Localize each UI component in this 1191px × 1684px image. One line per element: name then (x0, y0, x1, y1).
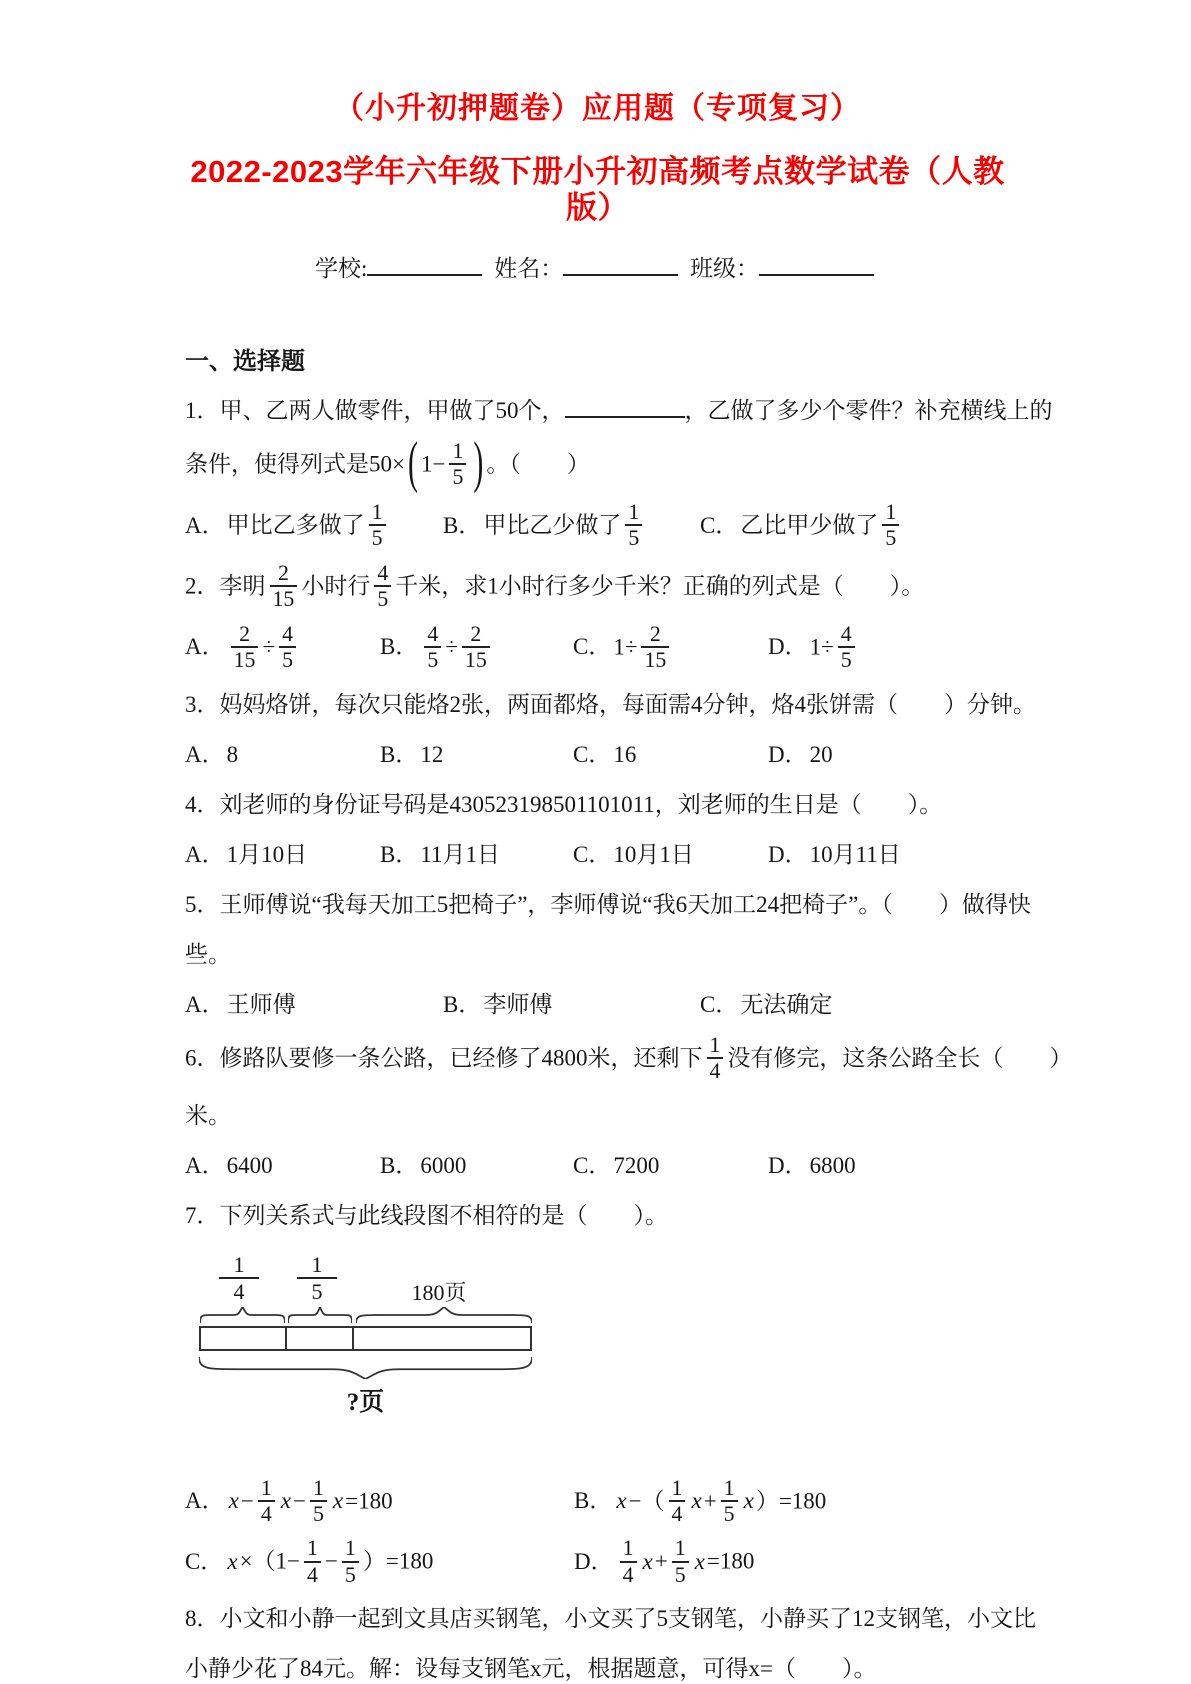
text-run: 5．王师傅说“我每天加工5把椅子”，李师傅说“我6天加工24把椅子”。（ ）做得快 (185, 891, 1031, 917)
option-label: B． (443, 991, 482, 1017)
fraction-denominator: 4 (219, 1277, 259, 1305)
fraction (641, 622, 669, 673)
math-variable: x (332, 1488, 344, 1514)
text-run: 7200 (613, 1152, 660, 1178)
math-variable: x (642, 1549, 653, 1575)
fraction-denominator: 4 (707, 1057, 724, 1083)
fraction-denominator: 4 (258, 1500, 275, 1526)
question-5 (185, 885, 1031, 1025)
option-label: B． (443, 512, 482, 538)
fraction-numerator: 1 (344, 1536, 356, 1561)
options-row (185, 735, 1010, 775)
fraction-numerator: 1 (671, 1475, 683, 1500)
line-segment-diagram (199, 1252, 539, 1468)
fraction-numerator: 4 (840, 621, 852, 646)
math-variable: x (743, 1488, 754, 1514)
text-run: 千米，求1小时行多少千米？正确的列式是（ ）。 (395, 573, 925, 599)
fraction (449, 439, 466, 490)
text-run: 小时行 (301, 573, 371, 599)
text-run: =180 (345, 1488, 393, 1514)
diagram-total-label: ?页 (346, 1388, 385, 1416)
question-3 (185, 685, 1036, 775)
diagram-pages-label: 180页 (411, 1279, 467, 1305)
math-variable: x (694, 1549, 705, 1575)
option-B (574, 1475, 1010, 1529)
segment-bar (199, 1326, 532, 1351)
fraction-denominator: 5 (369, 524, 386, 550)
text-run: ÷ (445, 634, 458, 660)
option-C (573, 735, 768, 775)
option-label: C． (573, 741, 612, 767)
text-run: − (292, 1488, 306, 1514)
text-run: 6．修路队要修一条公路，已经修了4800米，还剩下 (185, 1045, 703, 1071)
options-row (185, 621, 1010, 675)
option-label: B． (380, 1152, 419, 1178)
text-run: 8 (226, 741, 239, 767)
text-run: 7．下列关系式与此线段图不相符的是（ ）。 (185, 1202, 668, 1228)
fraction-denominator: 15 (462, 646, 490, 672)
fraction-numerator: 1 (628, 499, 640, 524)
math-variable: x (616, 1488, 627, 1514)
option-A (185, 1475, 574, 1529)
option-label: D． (574, 1549, 614, 1575)
fraction-denominator: 4 (304, 1561, 321, 1587)
fraction-denominator: 4 (620, 1561, 637, 1587)
option-D (574, 1538, 1010, 1589)
text-run: 20 (809, 741, 833, 767)
text-run: 16 (613, 741, 637, 767)
fraction (424, 622, 441, 673)
option-label: D． (768, 741, 808, 767)
text-run: 无法确定 (740, 991, 833, 1017)
fraction-numerator: 1 (885, 499, 897, 524)
text-run: 米。 (185, 1102, 231, 1128)
fraction (310, 1476, 327, 1527)
option-label: A． (185, 841, 225, 867)
fraction-denominator: 4 (669, 1500, 686, 1526)
fraction (374, 561, 391, 612)
fraction-denominator: 5 (721, 1500, 738, 1526)
fraction (304, 1536, 321, 1587)
fraction-numerator: 2 (239, 621, 250, 646)
question-text-line (185, 1599, 1036, 1639)
text-run: 4．刘老师的身份证号码是430523198501101011，刘老师的生日是（ ）。 (185, 791, 943, 817)
math-variable: x (691, 1488, 702, 1514)
option-A (185, 985, 443, 1025)
question-text-line (185, 560, 1010, 614)
fraction-denominator: 5 (297, 1277, 337, 1305)
text-run: 没有修完，这条公路全长（ ） (727, 1045, 1073, 1071)
fraction (669, 1476, 686, 1527)
question-1 (185, 391, 1053, 553)
fraction (625, 500, 642, 551)
class-blank-field (759, 251, 874, 276)
fraction (838, 622, 855, 673)
question-text-line (185, 432, 1010, 495)
text-run: 小静少花了84元。解：设每支钢笔x元，根据题意，可得x=（ ）。 (185, 1656, 877, 1682)
fraction-numerator: 2 (277, 560, 289, 585)
option-label: B． (380, 841, 419, 867)
text-run: 10月1日 (613, 841, 694, 867)
option-A (185, 835, 380, 875)
fraction (672, 1536, 689, 1587)
option-label: A． (185, 991, 225, 1017)
option-label: B． (380, 634, 419, 660)
school-blank-field (367, 251, 482, 276)
text-run: 李师傅 (483, 991, 553, 1017)
text-run: 8．小文和小静一起到文具店买钢笔，小文买了5支钢笔，小静买了12支钢笔，小文比 (185, 1606, 1036, 1632)
fraction-denominator: 5 (424, 646, 441, 672)
text-run: 1．甲、乙两人做零件，甲做了50个， (185, 398, 565, 423)
option-C (700, 499, 1010, 553)
text-run: 3．妈妈烙饼，每次只能烙2张，两面都烙，每面需4分钟，烙4张饼需（ ）分钟。 (185, 691, 1036, 717)
text-run: 6000 (420, 1152, 467, 1178)
fraction (882, 500, 899, 551)
fraction-denominator: 5 (342, 1561, 359, 1587)
fraction (258, 1476, 275, 1527)
segment-divider (352, 1328, 354, 1349)
option-B (380, 621, 573, 675)
text-run: 10月11日 (809, 841, 901, 867)
question-4 (185, 785, 1010, 875)
text-run: ）=180 (362, 1549, 434, 1575)
text-run: 6800 (809, 1152, 856, 1178)
text-run: −（ (628, 1488, 665, 1514)
text-run: 1月10日 (226, 841, 308, 867)
top-brace-icon (356, 1307, 532, 1323)
fraction-denominator: 5 (672, 1561, 689, 1587)
page-subtitle: 2022-2023学年六年级下册小升初高频考点数学试卷（人教版） (190, 154, 1005, 225)
text-run: 1÷ (809, 634, 834, 660)
question-7 (185, 1196, 1010, 1590)
option-D (768, 621, 1010, 675)
fraction-denominator: 5 (882, 524, 899, 550)
school-name-class-line (185, 250, 1010, 283)
options-row (185, 499, 1010, 553)
questions-list (185, 391, 1073, 1684)
option-label: C． (573, 841, 612, 867)
text-run: + (703, 1488, 717, 1514)
text-run: ，乙做了多少个零件？补充横线上的 (684, 398, 1053, 423)
question-2 (185, 560, 1010, 675)
school-label: 学校: (315, 256, 368, 281)
option-A (185, 1146, 380, 1186)
options-row (185, 1475, 1010, 1529)
fraction-numerator: 1 (233, 1251, 245, 1277)
option-label: A． (185, 1488, 225, 1514)
option-A (185, 735, 380, 775)
fraction-numerator: 4 (427, 621, 439, 646)
text-run: ÷ (262, 634, 276, 660)
text-run: ）=180 (755, 1488, 827, 1514)
fraction-denominator: 15 (641, 646, 669, 672)
fraction-numerator: 4 (282, 621, 294, 646)
option-label: D． (768, 841, 808, 867)
question-text-line (185, 1032, 1073, 1086)
class-label: 班级： (689, 256, 759, 281)
fraction-numerator: 4 (377, 560, 389, 585)
option-label: B． (380, 741, 419, 767)
options-row (185, 985, 1010, 1025)
text-run: 甲比乙多做了 (226, 512, 365, 538)
fraction (270, 561, 298, 612)
text-run: + (654, 1549, 668, 1575)
name-blank-field (563, 251, 678, 276)
fraction (279, 622, 296, 673)
bottom-brace-icon (199, 1357, 532, 1379)
text-run: 甲比乙少做了 (483, 512, 622, 538)
options-row (185, 1538, 1010, 1589)
fraction (620, 1536, 637, 1587)
name-label: 姓名： (494, 256, 564, 281)
fraction (721, 1476, 738, 1527)
option-B (443, 985, 700, 1025)
fraction-numerator: 1 (452, 439, 464, 463)
text-run: 2．李明 (185, 573, 266, 599)
option-label: A． (185, 1152, 225, 1178)
top-brace-icon (288, 1307, 352, 1323)
text-run: 1− (420, 451, 446, 477)
fraction-numerator: 2 (649, 621, 661, 646)
math-variable: x (280, 1488, 291, 1514)
math-variable: x (227, 1549, 238, 1575)
text-run: 。（ ） (486, 451, 590, 477)
question-text-line (185, 1649, 1010, 1684)
fraction-denominator: 5 (838, 646, 855, 672)
big-parenthesis: ) (473, 432, 484, 495)
option-B (380, 735, 573, 775)
top-brace-icon (200, 1307, 285, 1323)
option-A (185, 499, 443, 553)
option-label: C． (573, 634, 612, 660)
fraction-numerator: 1 (723, 1475, 735, 1500)
option-B (380, 835, 573, 875)
text-run: 条件，使得列式是50× (185, 451, 405, 477)
diagram-fraction-one-fifth (297, 1252, 337, 1306)
option-label: A． (185, 741, 225, 767)
fraction-numerator: 1 (312, 1475, 324, 1500)
option-A (185, 621, 380, 675)
fraction-numerator: 1 (674, 1536, 686, 1561)
fraction-denominator: 5 (625, 524, 642, 550)
question-text-line (185, 391, 1053, 431)
fraction (369, 500, 386, 551)
question-6 (185, 1032, 1073, 1186)
option-C (700, 985, 1010, 1025)
fraction-denominator: 5 (449, 463, 466, 489)
option-label: C． (700, 991, 739, 1017)
fraction-denominator: 5 (374, 585, 391, 611)
text-run: 11月1日 (420, 841, 500, 867)
fraction (707, 1033, 724, 1084)
option-B (380, 1146, 573, 1186)
question-text-line (185, 885, 1031, 925)
fraction-numerator: 1 (307, 1536, 318, 1561)
option-label: B． (574, 1488, 613, 1514)
fraction-numerator: 1 (709, 1032, 721, 1057)
fraction-numerator: 1 (622, 1536, 634, 1561)
option-label: C． (573, 1152, 612, 1178)
text-run: 王师傅 (226, 991, 296, 1017)
fraction (342, 1536, 359, 1587)
fraction (231, 622, 259, 673)
option-B (443, 499, 700, 553)
question-8 (185, 1599, 1036, 1684)
text-run: 6400 (226, 1152, 273, 1178)
question-text-line (185, 785, 1010, 825)
text-run: ×（1− (239, 1549, 301, 1575)
fraction-numerator: 1 (371, 499, 383, 524)
fraction-denominator: 15 (270, 585, 298, 611)
option-D (768, 735, 1010, 775)
question-text-line (185, 1096, 1010, 1136)
section-title: 一、选择题 (185, 348, 305, 375)
diagram-fraction-one-fourth (219, 1252, 259, 1306)
segment-divider (285, 1328, 287, 1349)
text-run: 些。 (185, 941, 231, 967)
text-run: =180 (706, 1549, 755, 1575)
big-parenthesis: ( (407, 432, 418, 495)
option-C (573, 835, 768, 875)
fraction-denominator: 5 (310, 1500, 327, 1526)
option-D (768, 1146, 1010, 1186)
page-title: （小升初押题卷）应用题（专项复习） (334, 92, 861, 125)
text-run: 1÷ (613, 634, 638, 660)
option-label: D． (768, 634, 808, 660)
option-label: A． (185, 634, 225, 660)
option-C (573, 1146, 768, 1186)
text-run: 12 (420, 741, 444, 767)
options-row (185, 1146, 1010, 1186)
fraction (462, 622, 490, 673)
option-label: C． (185, 1549, 224, 1575)
text-run: 乙比甲少做了 (740, 512, 879, 538)
question-text-line (185, 935, 1010, 975)
math-variable: x (228, 1488, 239, 1514)
option-label: A． (185, 512, 225, 538)
text-run: − (324, 1549, 338, 1575)
option-label: D． (768, 1152, 808, 1178)
text-run: − (240, 1488, 254, 1514)
question-text-line (185, 685, 1036, 725)
option-C (185, 1538, 574, 1589)
fraction-denominator: 5 (279, 646, 296, 672)
option-label: C． (700, 512, 739, 538)
fraction-numerator: 1 (260, 1475, 272, 1500)
option-C (573, 621, 768, 675)
blank-line (565, 393, 685, 418)
option-D (768, 835, 1010, 875)
fraction-denominator: 15 (231, 646, 259, 672)
fraction-numerator: 1 (311, 1251, 323, 1277)
question-text-line (185, 1196, 1010, 1236)
fraction-numerator: 2 (470, 621, 482, 646)
options-row (185, 835, 1010, 875)
